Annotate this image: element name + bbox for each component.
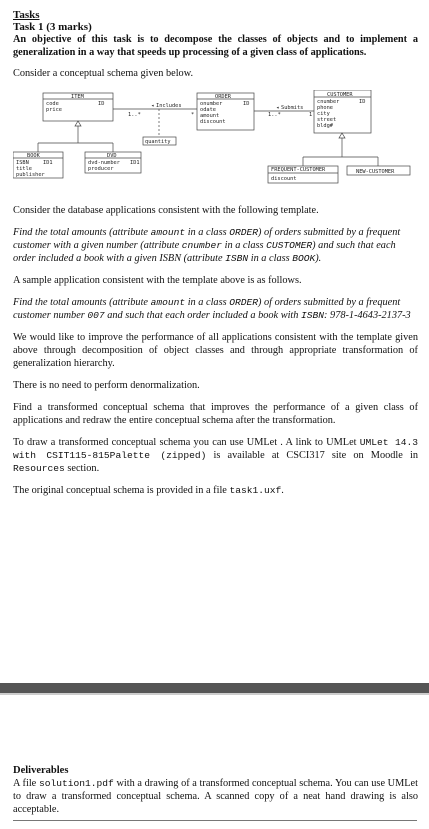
dvd-attr-producer: producer	[88, 166, 114, 172]
bottom-rule	[13, 820, 417, 821]
order-attr-onumber: onumber	[200, 101, 223, 107]
item-attr-code: code	[46, 101, 59, 107]
paragraph-umlet: To draw a transformed conceptual schema you can use UMLet . A link to UMLet UMLet 14.3 with CSIT115-815Palette (zipped) is available at CSCI317 site on Moodle in Resources section.	[13, 437, 418, 474]
order-attr-discount: discount	[200, 119, 226, 125]
page-separator	[0, 683, 429, 693]
frequent-attr-discount: discount	[271, 176, 297, 182]
submits-arrow-icon: ◂	[276, 105, 280, 111]
deliverables-heading: Deliverables	[13, 765, 69, 776]
paragraph-template: Consider the database applications consistent with the following template.	[13, 205, 319, 216]
customer-attr-street: street	[317, 117, 337, 123]
order-attr-amount: amount	[200, 113, 220, 119]
conceptual-schema-diagram	[13, 90, 418, 194]
quantity-label: quantity	[145, 139, 171, 145]
paragraph-template-query: Find the total amounts (attribute amount in a class ORDER) of orders submitted by a frequent customer with a given number (attribute cnumber in a class CUSTOMER) and such that each order included a book with a given ISBN (attribute ISBN in a class BOOK).	[13, 227, 401, 264]
deliverables-section	[13, 764, 418, 816]
task1-heading: Task 1 (3 marks)	[13, 21, 92, 33]
intro-text: Consider a conceptual schema given below.	[13, 68, 194, 79]
item-id: ID	[98, 101, 105, 107]
dvd-title: DVD	[107, 153, 117, 159]
page-separator-shadow	[0, 693, 429, 695]
customer-id: ID	[359, 99, 366, 105]
customer-attr-phone: phone	[317, 105, 333, 111]
customer-title: CUSTOMER	[327, 92, 353, 98]
book-attr-title: title	[16, 166, 32, 172]
customer-attr-bldg: bldg#	[317, 123, 333, 129]
uml-diagram	[13, 90, 418, 194]
deliverables-text: A file solution1.pdf with a drawing of a transformed conceptual schema. You can use UMLet to draw a transformed conceptual schema. A scanned copy of a neat hand drawing is also acceptable.	[13, 778, 418, 815]
paragraph-no-denorm: There is no need to perform denormalization.	[13, 380, 200, 391]
order-id: ID	[243, 101, 250, 107]
tasks-heading: Tasks	[13, 9, 40, 21]
includes-arrow-icon: ◂	[151, 103, 155, 109]
item-title: ITEM	[71, 94, 84, 100]
umlet-link[interactable]: UMLet 14.3 with CSIT115-815Palette	[13, 437, 418, 461]
submits-label: Submits	[281, 105, 304, 111]
dvd-attr-number: dvd-number	[88, 160, 120, 166]
includes-mult-order: *	[191, 112, 195, 118]
paragraph-original-file: The original conceptual schema is provided in a file task1.uxf.	[13, 485, 284, 496]
submits-mult-customer: 1	[309, 112, 313, 118]
book-title: BOOK	[27, 153, 40, 159]
submits-mult-order: 1..*	[268, 112, 281, 118]
customer-attr-cnumber: cnumber	[317, 99, 340, 105]
task1-file-link[interactable]: task1.uxf	[229, 485, 282, 496]
item-attr-price: price	[46, 107, 62, 113]
paragraph-sample-query: Find the total amounts (attribute amount in a class ORDER) of orders submitted by a frequent customer number 007 and such that each order included a book with ISBN: 978-1-4643-2137-3	[13, 297, 411, 321]
includes-mult-item: 1..*	[128, 112, 141, 118]
book-attr-isbn: ISBN	[16, 160, 29, 166]
paragraph-improve: We would like to improve the performance of all applications consistent with the template given above through decomposition of object classes and through appropriate transformation of generalization hierarchy.	[13, 332, 418, 369]
customer-attr-city: city	[317, 111, 330, 117]
book-id: ID1	[43, 160, 53, 166]
includes-label: Includes	[156, 103, 182, 109]
order-title: ORDER	[215, 94, 231, 100]
book-attr-publisher: publisher	[16, 172, 45, 178]
frequent-title: FREQUENT-CUSTOMER	[271, 167, 326, 173]
new-customer-title: NEW-CUSTOMER	[356, 169, 395, 175]
dvd-id: ID1	[130, 160, 140, 166]
order-attr-odate: odate	[200, 107, 216, 113]
paragraph-sample-intro: A sample application consistent with the template above is as follows.	[13, 275, 302, 286]
paragraph-find-transformed: Find a transformed conceptual schema that improves the performance of a given class of applications and redraw the entire conceptual schema after the transformation.	[13, 402, 418, 426]
objective-text: An objective of this task is to decompose the classes of objects and to implement a generalization in a way that speeds up processing of a given class of applications.	[13, 34, 418, 58]
